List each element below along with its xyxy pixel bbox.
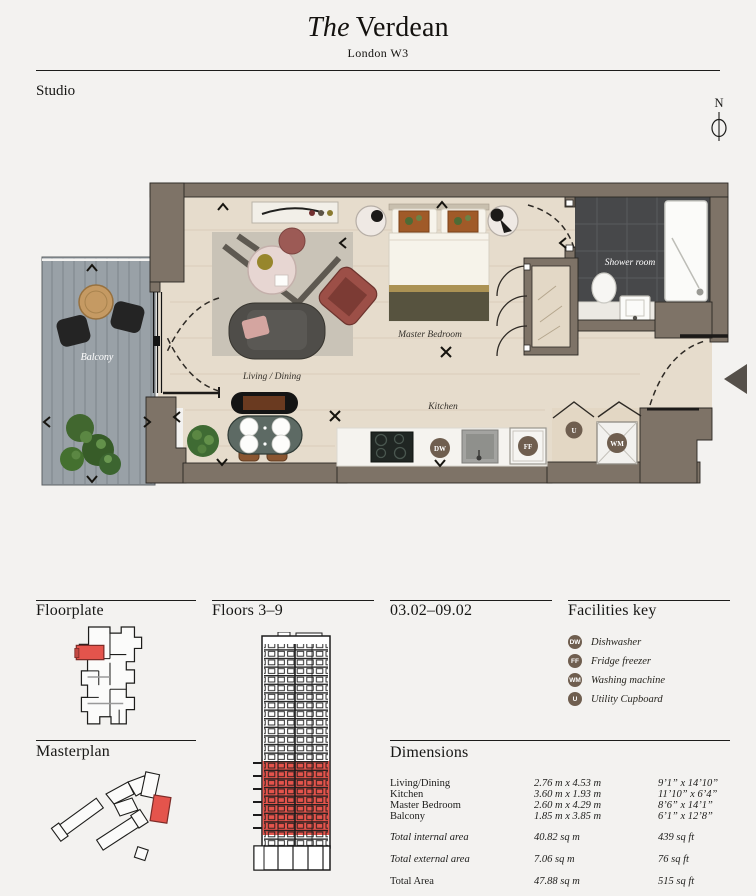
floorplate-rule <box>36 600 196 601</box>
total-label: Total Area <box>390 876 434 887</box>
console-sideboard <box>252 202 338 223</box>
dimensions-heading: Dimensions <box>390 744 469 761</box>
unit-numbers-heading: 03.02–09.02 <box>390 602 473 619</box>
dining-bench <box>231 392 298 414</box>
balcony-label: Balcony <box>80 352 114 363</box>
master-bedroom-label: Master Bedroom <box>398 330 462 340</box>
page-title-main: Verdean <box>355 12 449 43</box>
floorplate-heading: Floorplate <box>36 602 104 619</box>
masterplan-rule <box>36 740 196 741</box>
kitchen-label: Kitchen <box>428 402 458 412</box>
toilet <box>592 273 616 303</box>
dim-label: Balcony <box>390 811 425 822</box>
building-elevation <box>238 632 342 872</box>
facility-label: Fridge freezer <box>591 655 651 667</box>
dimension-row <box>390 811 735 823</box>
dim-metric: 2.60 m x 4.29 m <box>534 800 602 811</box>
total-imperial: 76 sq ft <box>658 854 689 865</box>
dim-metric: 3.60 m x 1.93 m <box>534 789 602 800</box>
nightstand <box>356 206 386 236</box>
total-external-row <box>390 854 735 866</box>
compass-n-label: N <box>714 96 724 110</box>
floors-heading: Floors 3–9 <box>212 602 283 619</box>
dim-metric: 2.76 m x 4.53 m <box>534 778 602 789</box>
masterplan-highlight-building <box>150 795 171 823</box>
sofa <box>229 303 325 359</box>
dim-imperial: 8’6” x 14’1” <box>658 800 713 811</box>
balcony-rail <box>42 259 155 262</box>
compass-icon <box>712 96 726 141</box>
bed-cushion <box>448 211 478 232</box>
bed-cushion <box>399 211 429 232</box>
dim-metric: 1.85 m x 3.85 m <box>534 811 602 822</box>
living-dining-label: Living / Dining <box>242 372 302 382</box>
page-subtitle: London W3 <box>347 46 409 60</box>
dimensions-rule <box>390 740 730 741</box>
dim-imperial: 6’1” x 12’8” <box>658 811 713 822</box>
pouf <box>279 228 305 254</box>
floorplate-diagram <box>74 626 148 728</box>
total-internal-row <box>390 832 735 844</box>
unit-type-label: Studio <box>36 83 76 99</box>
total-metric: 47.88 sq m <box>534 876 580 887</box>
utility-key-badge: U <box>568 692 582 706</box>
total-area-row <box>390 876 735 888</box>
page-title-prefix: The <box>307 12 350 43</box>
coffee-table-bowl <box>257 254 273 270</box>
total-imperial: 439 sq ft <box>658 832 695 843</box>
balcony-table <box>79 285 113 319</box>
total-imperial: 515 sq ft <box>658 876 695 887</box>
total-label: Total internal area <box>390 832 469 843</box>
washing-machine-badge-label: WM <box>610 440 624 448</box>
facility-item <box>568 692 663 706</box>
shower-tray <box>665 201 707 301</box>
facility-label: Dishwasher <box>591 636 642 648</box>
facility-item <box>568 654 651 668</box>
facility-item <box>568 635 641 649</box>
facilities-heading: Facilities key <box>568 602 657 619</box>
facility-label: Washing machine <box>591 674 665 686</box>
facility-item <box>568 673 665 687</box>
fridge-freezer-badge-label: FF <box>523 443 533 451</box>
total-metric: 7.06 sq m <box>534 854 575 865</box>
balcony-area <box>42 257 155 485</box>
living-plant <box>187 425 219 457</box>
floorplate-highlight-unit <box>76 645 104 659</box>
dishwasher-badge-label: DW <box>433 445 447 453</box>
dim-imperial: 11’10” x 6’4” <box>658 789 718 800</box>
masterplan-heading: Masterplan <box>36 743 110 760</box>
masterplan-diagram <box>48 768 188 868</box>
total-metric: 40.82 sq m <box>534 832 580 843</box>
washing-machine-key-badge: WM <box>568 673 582 687</box>
coffee-table-book <box>275 275 288 286</box>
nightstand-lamp-icon <box>491 209 504 222</box>
dim-label: Master Bedroom <box>390 800 461 811</box>
nightstand-lamp-icon <box>371 210 383 222</box>
entrance-arrow-icon <box>724 364 747 394</box>
dim-imperial: 9’1” x 14’10” <box>658 778 719 789</box>
dim-label: Living/Dining <box>390 778 451 789</box>
facilities-rule <box>568 600 730 601</box>
shower-room-label: Shower room <box>604 258 656 268</box>
floors-rule <box>212 600 374 601</box>
total-label: Total external area <box>390 854 470 865</box>
units-rule <box>390 600 552 601</box>
utility-badge-label: U <box>571 427 577 435</box>
dishwasher-key-badge: DW <box>568 635 582 649</box>
fridge-freezer-key-badge: FF <box>568 654 582 668</box>
dim-label: Kitchen <box>390 789 424 800</box>
facility-label: Utility Cupboard <box>591 693 663 705</box>
